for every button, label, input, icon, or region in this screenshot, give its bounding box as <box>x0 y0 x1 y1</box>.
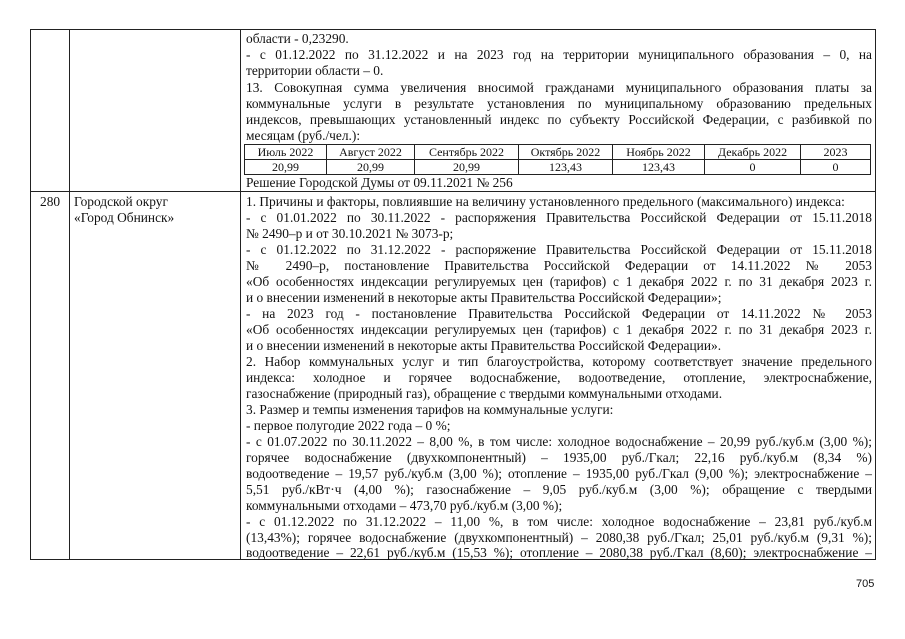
table-value-cell: 123,43 <box>549 160 582 174</box>
text-line: - на 2023 год - постановление Правительства Российской Федерации от 14.11.2022 № 2053 <box>246 306 872 321</box>
row-separator <box>30 191 875 192</box>
table-value-cell: 20,99 <box>357 160 384 174</box>
text-line: 3. Размер и темпы изменения тарифов на коммунальные услуги: <box>246 402 614 417</box>
table-value-cell: 20,99 <box>453 160 480 174</box>
table-header-cell: Сентябрь 2022 <box>428 145 505 159</box>
text-line: - с 01.12.2022 по 31.12.2022 и на 2023 год на территории муниципального образования – 0, на <box>246 47 872 62</box>
text-line: (13,43%); горячее водоснабжение (двухкомпонентный) – 2080,38 руб./Гкал; 25,01 руб./куб.м (9,31 %); <box>246 530 872 545</box>
text-line: области - 0,23290. <box>246 31 349 46</box>
table-value-cell: 123,43 <box>642 160 675 174</box>
text-line: - первое полугодие 2022 года – 0 %; <box>246 418 451 433</box>
table-header-cell: Декабрь 2022 <box>717 145 788 159</box>
text-line: территории области – 0. <box>246 63 384 78</box>
text-line: - с 01.01.2022 по 30.11.2022 - распоряжения Правительства Российской Федерации от 15.11.2018 <box>246 210 872 225</box>
table-value-cell: 0 <box>832 160 839 174</box>
text-line: - с 01.12.2022 по 31.12.2022 – 11,00 %, в том числе: холодное водоснабжение – 23,81 руб./куб.м <box>246 514 872 529</box>
text-line: индекса: холодное и горячее водоснабжение, водоотведение, отопление, электроснабжение, <box>246 370 872 385</box>
text-line: коммунальные услуги в результате установления по муниципальному образованию предельных <box>246 96 872 111</box>
table-header-cell: Октябрь 2022 <box>530 145 601 159</box>
text-line: индексов, превышающих установленный индекс по субъекту Российской Федерации, с разбивкой по <box>246 112 872 127</box>
table-value-cell: 0 <box>749 160 756 174</box>
text-line: водоотведение – 19,57 руб./куб.м (3,00 %); отопление – 1935,00 руб./Гкал (9,00 %); электроснабжение – <box>246 466 872 481</box>
text-line: «Об особенностях индексации регулируемых цен (тарифов) с 1 декабря 2022 г. по 31 декабря 2023 г. <box>246 274 872 289</box>
text-line: - с 01.12.2022 по 31.12.2022 - распоряжение Правительства Российской Федерации от 15.11.2018 <box>246 242 872 257</box>
text-line: 13. Совокупная сумма увеличения вносимой гражданами муниципального образования платы за <box>246 80 872 95</box>
text-line: № 2490–р, постановление Правительства Российской Федерации от 14.11.2022 № 2053 <box>246 258 872 273</box>
text-line: газоснабжение (природный газ), обращение с твердыми коммунальными отходами. <box>246 386 723 401</box>
row-number: 280 <box>40 194 61 209</box>
text-line: 1. Причины и факторы, повлиявшие на величину установленного предельного (максимального) индекса: <box>246 194 845 209</box>
municipality-name: Городской округ <box>74 194 168 209</box>
text-line: месяцам (руб./чел.): <box>246 128 361 143</box>
text-line: «Об особенностях индексации регулируемых цен (тарифов) с 1 декабря 2022 г. по 31 декабря 2023 г. <box>246 322 872 337</box>
text-line: 2. Набор коммунальных услуг и тип благоустройства, которому соответствует значение предельного <box>246 354 872 369</box>
inner-table-border <box>870 144 871 175</box>
text-line: и о внесении изменений в некоторые акты Правительства Российской Федерации»; <box>246 290 722 305</box>
table-header-cell: Ноябрь 2022 <box>626 145 691 159</box>
text-line: 5,51 руб./кВт·ч (4,00 %); газоснабжение – 9,05 руб./куб.м (3,00 %); обращение с твердыми <box>246 482 872 497</box>
table-value-cell: 20,99 <box>272 160 299 174</box>
col-border-2 <box>240 29 241 560</box>
decision-reference: Решение Городской Думы от 09.11.2021 № 256 <box>246 175 513 190</box>
text-line: и о внесении изменений в некоторые акты Правительства Российской Федерации». <box>246 338 722 353</box>
table-top-border <box>30 29 875 30</box>
municipality-name: «Город Обнинск» <box>74 210 175 225</box>
text-line: - с 01.07.2022 по 30.11.2022 – 8,00 %, в том числе: холодное водоснабжение – 20,99 руб./куб.м (3,00 %); <box>246 434 872 449</box>
table-header-cell: 2023 <box>823 145 848 159</box>
col-border-left <box>30 29 31 560</box>
text-line: горячее водоснабжение (двухкомпонентный) – 1935,00 руб./Гкал; 22,16 руб./куб.м (8,34 %) <box>246 450 872 465</box>
page-number: 705 <box>856 578 875 590</box>
text-line: водоотведение – 22,61 руб./куб.м (15,53 %); отопление – 2080,38 руб./Гкал (8,60); электроснабжение – <box>246 545 872 560</box>
text-line: № 2490–р и от 30.10.2021 № 3073-р; <box>246 226 454 241</box>
col-border-1 <box>69 29 70 560</box>
col-border-right <box>875 29 876 560</box>
text-line: коммунальными отходами – 473,70 руб./куб.м (3,00 %); <box>246 498 563 513</box>
table-header-cell: Июль 2022 <box>257 145 314 159</box>
table-header-cell: Август 2022 <box>339 145 402 159</box>
